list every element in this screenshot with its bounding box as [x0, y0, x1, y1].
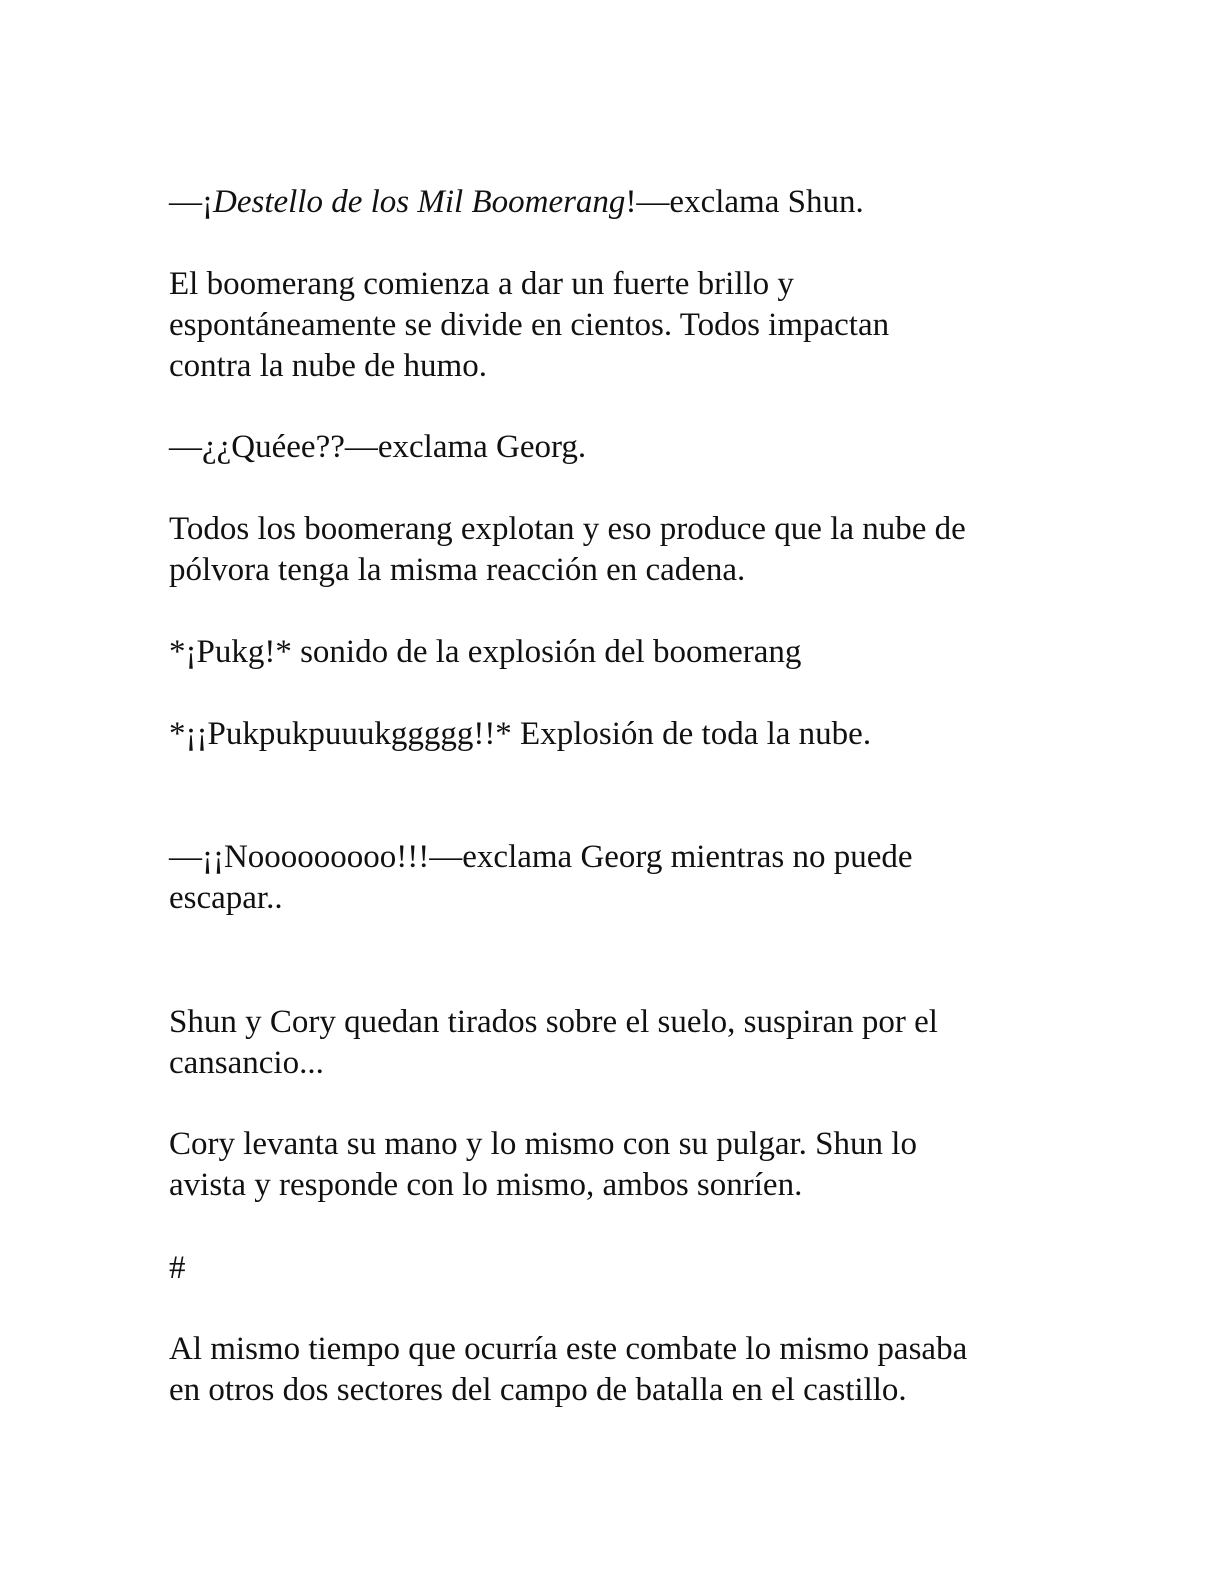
paragraph-pulgar [169, 1124, 1069, 1206]
paragraph-tirados [169, 1002, 1069, 1084]
paragraph-mismo-tiempo [169, 1329, 1069, 1411]
paragraph-line: cansancio... [169, 1045, 324, 1081]
paragraph-line: pólvora tenga la misma reacción en cadena. [169, 552, 746, 588]
section-break-symbol: # [169, 1250, 186, 1286]
paragraph-boomerang-brillo [169, 264, 1069, 387]
paragraph-line: escapar.. [169, 880, 283, 916]
paragraph-line: *¡¡Pukpukpuuukggggg!!* Explosión de toda la nube. [169, 716, 872, 752]
paragraph-destello [169, 182, 1069, 223]
dialogue-dash: —¡ [169, 184, 213, 220]
paragraph-line: —¿¿Quéee??—exclama Georg. [169, 429, 587, 465]
paragraph-line: avista y responde con lo mismo, ambos sonríen. [169, 1167, 803, 1203]
italic-attack-name: Destello de los Mil Boomerang [213, 184, 626, 220]
paragraph-pukg [169, 632, 1069, 673]
paragraph-line: Cory levanta su mano y lo mismo con su pulgar. Shun lo [169, 1126, 917, 1162]
paragraph-queee [169, 427, 1069, 468]
paragraph-line: contra la nube de humo. [169, 348, 487, 384]
paragraph-line: —¡¡Nooooooooo!!!—exclama Georg mientras no puede [169, 839, 913, 875]
section-break [169, 1248, 1069, 1289]
paragraph-line: espontáneamente se divide en cientos. Todos impactan [169, 307, 890, 343]
paragraph-line: *¡Pukg!* sonido de la explosión del boomerang [169, 634, 802, 670]
paragraph-explosion-nube [169, 714, 1069, 755]
dialogue-tag: !—exclama Shun. [625, 184, 864, 220]
paragraph-line: Shun y Cory quedan tirados sobre el suelo, suspiran por el [169, 1004, 938, 1040]
paragraph-line: Al mismo tiempo que ocurría este combate lo mismo pasaba [169, 1331, 968, 1367]
paragraph-nooo [169, 837, 1069, 919]
paragraph-explotan [169, 509, 1069, 591]
paragraph-line [169, 182, 1069, 223]
paragraph-line: Todos los boomerang explotan y eso produce que la nube de [169, 511, 966, 547]
paragraph-line: El boomerang comienza a dar un fuerte brillo y [169, 266, 794, 302]
paragraph-line: en otros dos sectores del campo de batalla en el castillo. [169, 1372, 907, 1408]
